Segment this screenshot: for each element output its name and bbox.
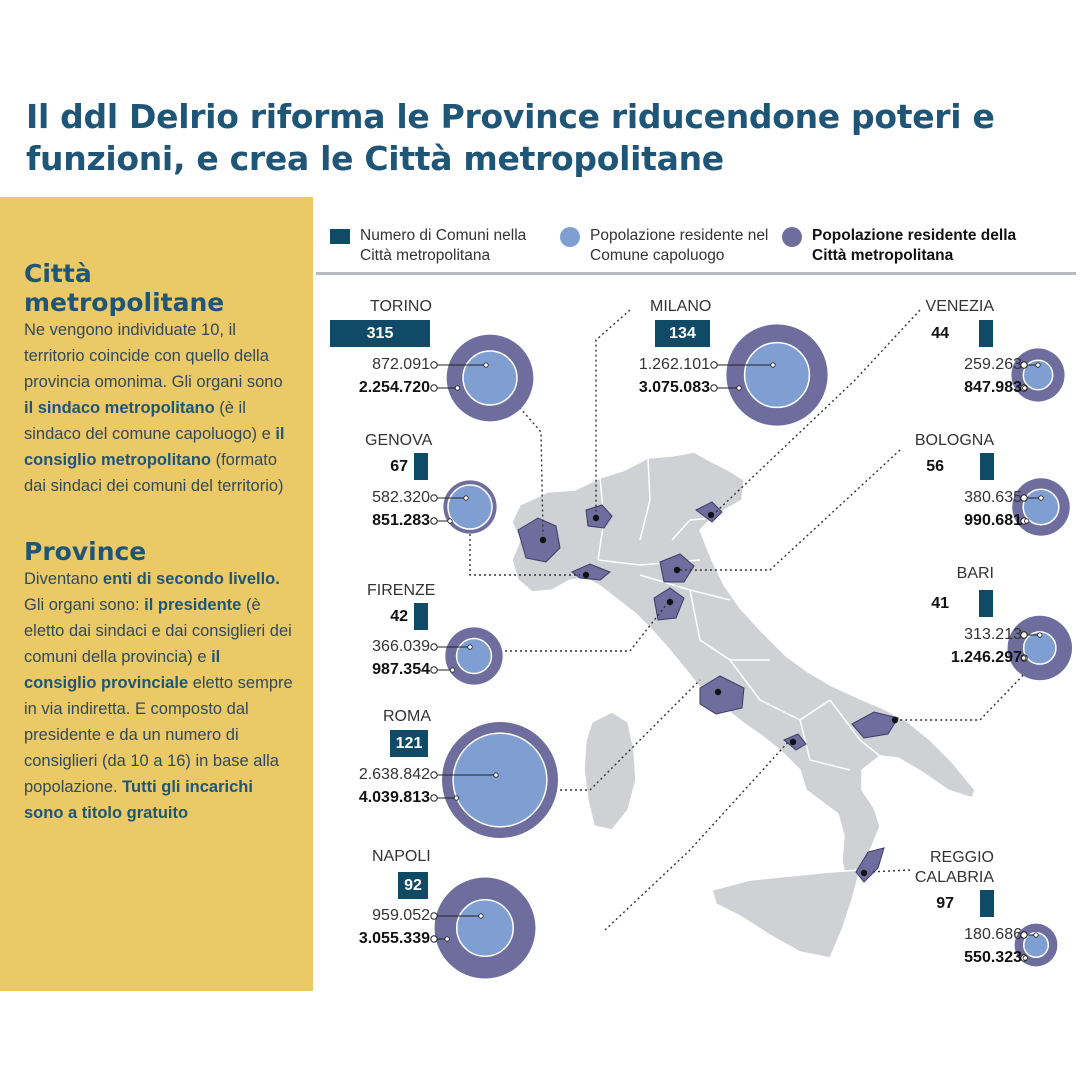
sidebar-text-run: Ne vengono individuate 10, il territorio coincide con quello della provincia omonima. Gli organi sono [24,321,283,391]
connector-end [454,796,458,800]
connector-end [711,362,717,368]
sidebar-text-run: il consiglio provinciale [24,648,221,692]
connector-end [450,668,454,672]
section-title-citta-metropolitane: Città metropolitane [24,259,225,317]
comuni-bar-bari [979,590,993,617]
italy-landmass [512,452,975,958]
connector-end [1034,933,1038,937]
comuni-count-venezia: 44 [931,325,949,342]
connector-end [1023,956,1027,960]
sidebar-text-run: Gli organi sono: [24,596,145,614]
sidebar-text-run: (è eletto dai sindaci e dai consiglieri dei comuni della provincia) e [24,596,292,666]
section-title-province: Province [24,537,147,566]
connector-end [1039,496,1043,500]
capoluogo-pop-bari: 313.213 [964,626,1022,643]
comuni-count-firenze: 42 [390,608,408,625]
comuni-count-bologna: 56 [926,458,944,475]
comuni-count-milano: 134 [669,325,696,342]
connector-end [494,773,498,777]
city-name-venezia: VENEZIA [925,298,994,315]
connector-end [1021,656,1025,660]
city-name-genova: GENOVA [365,432,433,449]
comuni-bar-venezia [979,320,993,347]
city-name-milano: MILANO [650,298,712,315]
connector-end [448,519,452,523]
metro-pop-torino: 2.254.720 [358,379,430,396]
city-name-firenze: FIRENZE [367,582,436,599]
connector-end [431,385,437,391]
legend-label-capoluogo: Popolazione residente nel Comune capoluogo [590,227,769,264]
comuni-bar-bologna [980,453,994,480]
metro-pop-milano: 3.075.083 [638,379,710,396]
metro-pop-firenze: 987.354 [372,661,430,678]
comuni-bar-reggio-calabria [980,890,994,917]
capoluogo-pop-roma: 2.638.842 [358,766,430,783]
capoluogo-pop-venezia: 259.263 [964,356,1022,373]
capoluogo-pop-bologna: 380.635 [964,489,1022,506]
connector-end [431,495,437,501]
connector-end [455,386,459,390]
connector-end [431,772,437,778]
connector-end [464,496,468,500]
metro-pop-napoli: 3.055.339 [358,930,430,947]
capoluogo-pop-circle-milano [745,343,810,408]
capoluogo-pop-napoli: 959.052 [372,907,430,924]
comuni-count-reggio-calabria: 97 [936,895,954,912]
capoluogo-pop-circle-genova [448,485,492,529]
connector-end [771,363,775,367]
connector-end [1038,633,1042,637]
connector-end [445,937,449,941]
metro-pop-bologna: 990.681 [964,512,1022,529]
capoluogo-pop-circle-roma [453,733,547,827]
sidebar-text-run: enti di secondo livello. [102,570,280,588]
metro-pop-venezia: 847.983 [964,379,1022,396]
capoluogo-pop-circle-napoli [457,900,514,957]
sidebar-text-run: (formato dai sindaci dei comuni del territorio) [24,451,284,495]
connector-end [431,362,437,368]
metro-pop-genova: 851.283 [372,512,430,529]
sidebar-text-run: il presidente [144,596,242,614]
connector-end [711,385,717,391]
connector-end [431,913,437,919]
connector-end [1023,386,1027,390]
city-name-bologna: BOLOGNA [914,432,994,449]
connector-end [468,645,472,649]
capoluogo-pop-circle-firenze [457,639,492,674]
comuni-count-roma: 121 [395,735,423,752]
city-name-bari: BARI [956,565,994,582]
metro-pop-bari: 1.246.297 [950,649,1022,666]
comuni-count-torino: 315 [366,325,394,342]
legend-label-metro: Popolazione residente della Città metropolitana [812,227,1017,264]
page-title: Il ddl Delrio riforma le Province riducendone poteri e funzioni, e crea le Città metropolitane [26,97,995,178]
sidebar-text-run: (è il sindaco del comune capoluogo) e [24,399,276,443]
comuni-bar-genova [414,453,428,480]
connector-end [431,667,437,673]
connector-end [479,914,483,918]
connector-end [484,363,488,367]
city-name-roma: ROMA [383,708,431,725]
connector-end [1036,363,1040,367]
sidebar-text-run: Tutti gli incarichi sono a titolo gratuito [24,778,253,822]
capoluogo-pop-circle-torino [463,351,517,405]
connector-end [1024,519,1028,523]
connector-end [431,795,437,801]
comuni-count-napoli: 92 [404,877,422,894]
sidebar-text-run: il sindaco metropolitano [24,399,215,417]
capoluogo-pop-milano: 1.262.101 [638,356,710,373]
connector-end [431,644,437,650]
city-name-reggio-calabria: REGGIO CALABRIA [914,849,994,886]
connector-end [431,936,437,942]
city-name-torino: TORINO [370,298,432,315]
connector-end [431,518,437,524]
legend-label-comuni: Numero di Comuni nella Città metropolitana [360,227,527,264]
comuni-bar-firenze [414,603,428,630]
capoluogo-pop-torino: 872.091 [372,356,430,373]
metro-pop-reggio-calabria: 550.323 [964,949,1022,966]
capoluogo-pop-firenze: 366.039 [372,638,430,655]
comuni-count-bari: 41 [931,595,949,612]
comuni-count-genova: 67 [390,458,408,475]
city-name-napoli: NAPOLI [372,848,431,865]
sidebar-text-run: Diventano [24,570,103,588]
sidebar-text-run: eletto sempre in via indiretta. E composto dal presidente e da un numero di consiglieri (da 10 a 16) in base alla popolazione. [24,674,293,796]
connector-end [737,386,741,390]
capoluogo-pop-reggio-calabria: 180.686 [964,926,1022,943]
capoluogo-pop-genova: 582.320 [372,489,430,506]
sidebar-text-run: il consiglio metropolitano [24,425,285,469]
metro-pop-roma: 4.039.813 [358,789,430,806]
